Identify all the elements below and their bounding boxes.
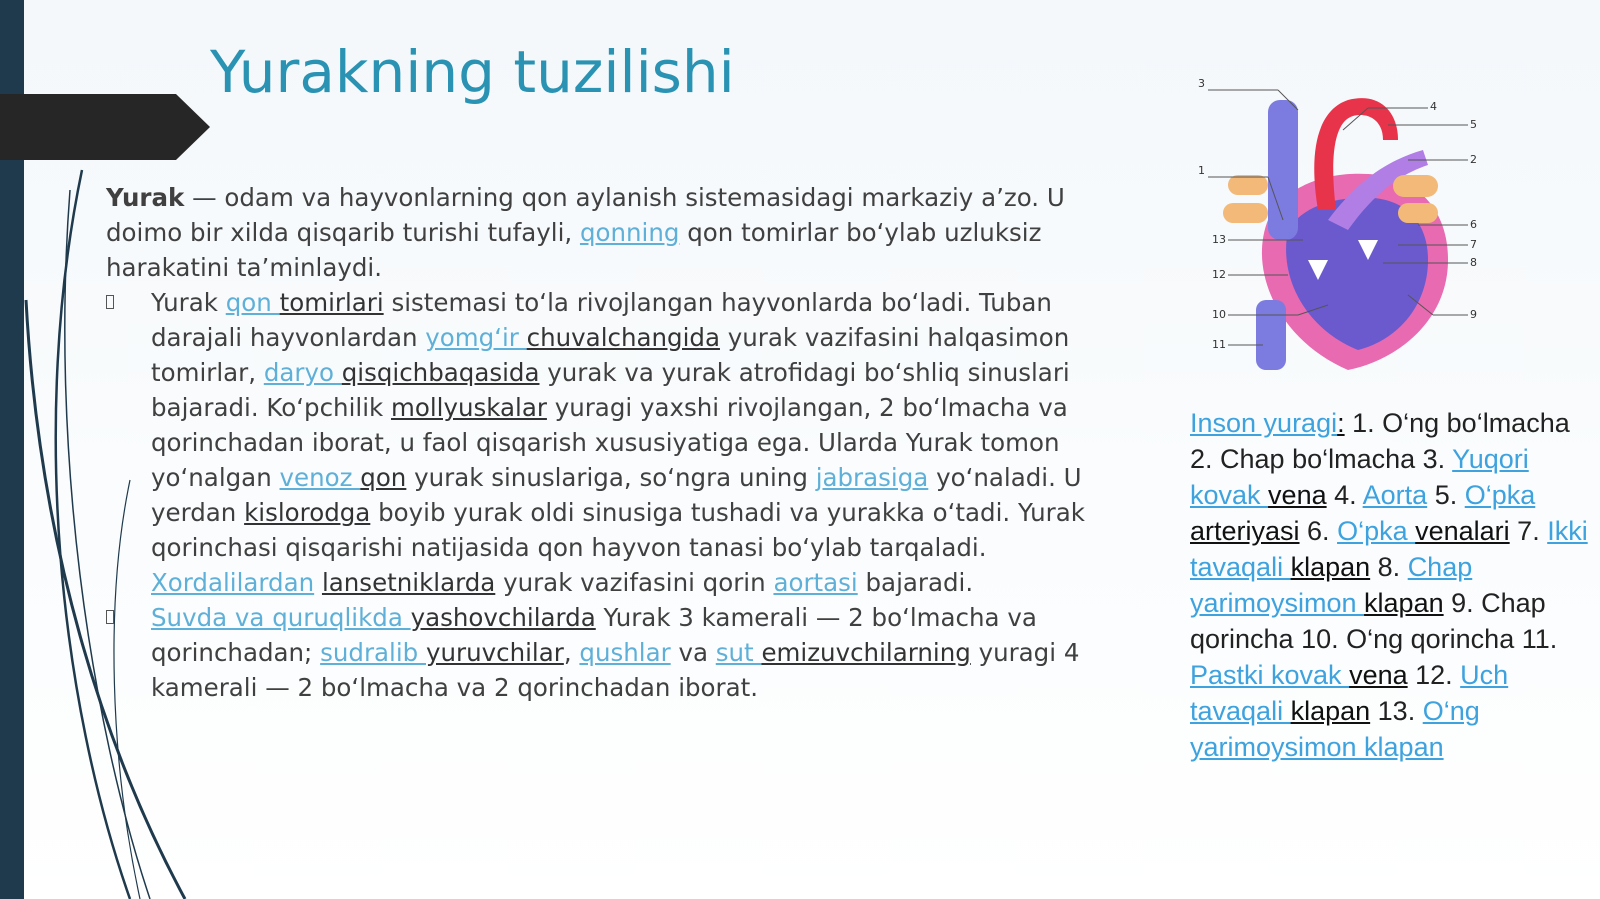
text-run: — odam va hayvonlarning qon aylanish sistemasidagi markaziy a’zo. U doimo bir xilda qisqarib turishi tufayli, xyxy=(106,183,1065,247)
link-arteriyasi[interactable]: arteriyasi xyxy=(1190,516,1300,546)
link-suvda-va-quruqlikda[interactable]: Suvda va quruqlikda xyxy=(151,603,411,632)
link-ikki-tavaqali[interactable]: Ikki tavaqali xyxy=(1190,516,1588,582)
text-run: sistemasi to‘la rivojlangan hayvonlarda bo‘ladi. Tuban darajali hayvonlardan xyxy=(151,288,1052,352)
slide-title: Yurakning tuzilishi xyxy=(210,38,735,106)
title-arrow-banner xyxy=(0,94,210,160)
text-run: yuragi yaxshi rivojlangan, 2 bo‘lmacha va qorinchadan iborat, u faol qisqarish xususiyatiga ega. Ularda Yurak tomon yo‘nalgan xyxy=(151,393,1068,492)
link-daryo[interactable]: daryo xyxy=(263,358,342,387)
link-yomgir[interactable]: yomg‘ir xyxy=(425,323,527,352)
diagram-label: 7 xyxy=(1470,238,1477,251)
link-klapan-2[interactable]: klapan xyxy=(1364,588,1444,618)
link-chap-yarimoysimon[interactable]: Chap yarimoysimon xyxy=(1190,552,1473,618)
text-run: yurak va yurak atrofidagi bo‘shliq sinuslari bajaradi. Ko‘pchilik xyxy=(151,358,1070,422)
link-tomirlari[interactable]: tomirlari xyxy=(279,288,384,317)
diagram-label: 3 xyxy=(1198,77,1205,90)
text-run: 4. xyxy=(1326,480,1363,510)
text-run: Yurak 3 kamerali — 2 bo‘lmacha va qorinchadan; xyxy=(151,603,1037,667)
diagram-label: 11 xyxy=(1212,338,1226,351)
text-run: 7. xyxy=(1509,516,1548,546)
diagram-label: 8 xyxy=(1470,256,1477,269)
text-run: 8. xyxy=(1370,552,1408,582)
link-sudralib[interactable]: sudralib xyxy=(320,638,426,667)
text-run: yurak vazifasini halqasimon tomirlar, xyxy=(151,323,1070,387)
intro-bold-term: Yurak xyxy=(106,183,185,212)
link-qonning[interactable]: qonning xyxy=(579,218,680,247)
link-vena-2[interactable]: vena xyxy=(1349,660,1408,690)
bullet-icon xyxy=(106,295,114,309)
link-ong-yarimoysimon-klapan[interactable]: O‘ng yarimoysimon klapan xyxy=(1190,696,1480,762)
bullet-paragraph-1 xyxy=(106,285,1096,600)
heart-caption xyxy=(1190,405,1590,765)
link-kislorodga[interactable]: kislorodga xyxy=(244,498,371,527)
diagram-label: 1 xyxy=(1198,164,1205,177)
link-qushlar[interactable]: qushlar xyxy=(579,638,671,667)
bullet-paragraph-2 xyxy=(106,600,1096,705)
link-aortasi[interactable]: aortasi xyxy=(773,568,858,597)
link-uch-tavaqali[interactable]: Uch tavaqali xyxy=(1190,660,1509,726)
text-run: 9. Chap qorincha 10. O‘ng qorincha 11. xyxy=(1190,588,1558,654)
text-run: , xyxy=(563,638,580,667)
diagram-label: 9 xyxy=(1470,308,1477,321)
text-run: bajaradi. xyxy=(857,568,974,597)
text-run: 5. xyxy=(1427,480,1465,510)
link-opka-2[interactable]: O‘pka xyxy=(1337,516,1416,546)
link-klapan-3[interactable]: klapan xyxy=(1290,696,1371,726)
diagram-label: 13 xyxy=(1212,233,1226,246)
heart-diagram xyxy=(1198,70,1528,380)
text-run: 1. O‘ng bo‘lmacha 2. Chap bo‘lmacha 3. xyxy=(1190,408,1570,474)
text-run: Yurak xyxy=(151,288,226,317)
link-chuvalchangida[interactable]: chuvalchangida xyxy=(526,323,720,352)
intro-paragraph xyxy=(106,180,1096,285)
text-run: 12. xyxy=(1407,660,1461,690)
diagram-label: 5 xyxy=(1470,118,1477,131)
link-sut[interactable]: sut xyxy=(715,638,762,667)
link-venoz[interactable]: venoz xyxy=(279,463,361,492)
link-yuqori-kovak[interactable]: Yuqori kovak xyxy=(1190,444,1529,510)
diagram-label: 10 xyxy=(1212,308,1226,321)
link-aorta[interactable]: Aorta xyxy=(1362,480,1428,510)
link-yashovchilarda[interactable]: yashovchilarda xyxy=(410,603,596,632)
text-run: yurak sinuslariga, so‘ngra uning xyxy=(406,463,816,492)
bullet-icon xyxy=(106,610,114,624)
link-qisqichbaqasida[interactable]: qisqichbaqasida xyxy=(341,358,540,387)
text-run xyxy=(314,568,322,597)
link-emizuvchilarning[interactable]: emizuvchilarning xyxy=(761,638,971,667)
main-text-block xyxy=(106,180,1096,705)
link-klapan[interactable]: klapan xyxy=(1290,552,1371,582)
text-run: yuragi 4 kamerali — 2 bo‘lmacha va 2 qorinchadan iborat. xyxy=(151,638,1080,702)
link-xordalilardan[interactable]: Xordalilardan xyxy=(151,568,315,597)
link-pastki-kovak[interactable]: Pastki kovak xyxy=(1190,660,1350,690)
text-run: 13. xyxy=(1370,696,1423,726)
link-mollyuskalar[interactable]: mollyuskalar xyxy=(390,393,547,422)
link-inson-yuragi[interactable]: Inson yuragi xyxy=(1190,408,1338,438)
link-vena[interactable]: vena xyxy=(1268,480,1327,510)
link-lansetniklarda[interactable]: lansetniklarda xyxy=(321,568,496,597)
link-qon-2[interactable]: qon xyxy=(360,463,407,492)
text-run: yurak vazifasini qorin xyxy=(495,568,774,597)
diagram-label: 2 xyxy=(1470,153,1477,166)
link-colon[interactable]: : xyxy=(1337,408,1345,438)
text-run: qon tomirlar bo‘ylab uzluksiz harakatini ta’minlaydi. xyxy=(106,218,1042,282)
link-venalari[interactable]: venalari xyxy=(1415,516,1510,546)
diagram-label: 6 xyxy=(1470,218,1477,231)
link-opka[interactable]: O‘pka xyxy=(1464,480,1536,510)
text-run: va xyxy=(670,638,716,667)
text-run: boyib yurak oldi sinusiga tushadi va yurakka o‘tadi. Yurak qorinchasi qisqarishi natijasida qon hayvon tanasi bo‘ylab tarqaladi. xyxy=(151,498,1085,562)
text-run: 6. xyxy=(1299,516,1338,546)
diagram-label: 4 xyxy=(1430,100,1437,113)
text-run: yo‘naladi. U yerdan xyxy=(151,463,1082,527)
link-jabrasiga[interactable]: jabrasiga xyxy=(815,463,929,492)
diagram-label: 12 xyxy=(1212,268,1226,281)
link-qon[interactable]: qon xyxy=(225,288,280,317)
link-yuruvchilar[interactable]: yuruvchilar xyxy=(426,638,564,667)
